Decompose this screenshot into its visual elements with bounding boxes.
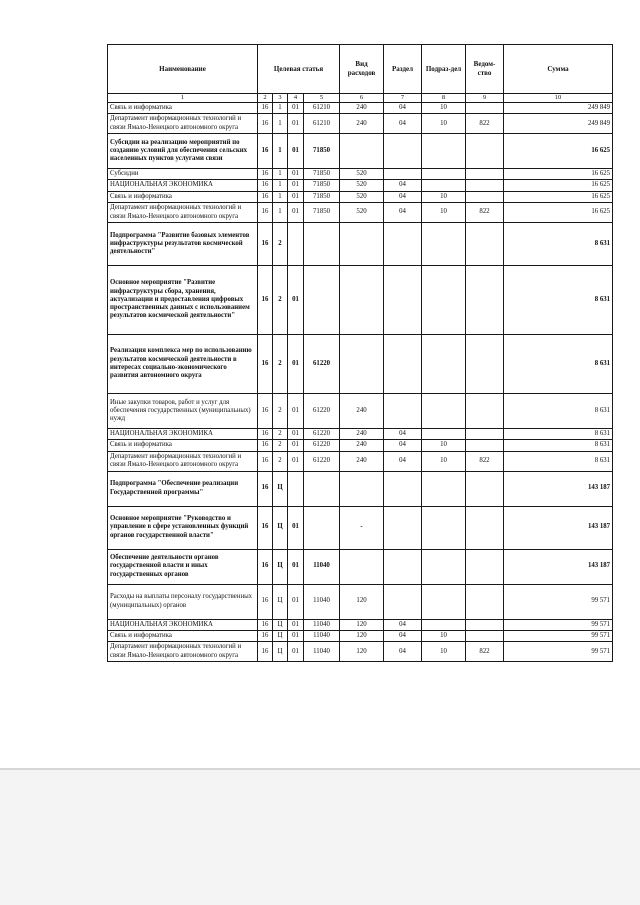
cell-section: 04 xyxy=(384,180,422,191)
cell-subprogram: 2 xyxy=(273,440,288,451)
cell-subprogram: 1 xyxy=(273,180,288,191)
cell-activity: 01 xyxy=(288,619,304,630)
column-number: 2 xyxy=(258,94,273,103)
cell-program: 16 xyxy=(258,266,273,335)
cell-expense-type xyxy=(340,549,384,584)
cell-direction: 71850 xyxy=(304,180,340,191)
cell-subsection xyxy=(422,134,466,169)
cell-direction: 61210 xyxy=(304,102,340,113)
cell-program: 16 xyxy=(258,549,273,584)
cell-subsection xyxy=(422,584,466,619)
cell-direction: 61220 xyxy=(304,394,340,429)
cell-section: 04 xyxy=(384,451,422,471)
cell-department: 822 xyxy=(466,642,504,662)
cell-activity: 01 xyxy=(288,134,304,169)
cell-subprogram: 2 xyxy=(273,429,288,440)
column-number: 5 xyxy=(304,94,340,103)
cell-direction: 61220 xyxy=(304,440,340,451)
cell-expense-type: 240 xyxy=(340,102,384,113)
cell-department: 822 xyxy=(466,451,504,471)
cell-section: 04 xyxy=(384,642,422,662)
cell-department xyxy=(466,335,504,394)
cell-activity xyxy=(288,223,304,266)
cell-subsection xyxy=(422,169,466,180)
header-target-article: Целевая статья xyxy=(258,45,340,94)
cell-section xyxy=(384,266,422,335)
cell-subprogram: 1 xyxy=(273,102,288,113)
cell-amount: 249 849 xyxy=(504,102,613,113)
cell-program: 16 xyxy=(258,114,273,134)
cell-department xyxy=(466,134,504,169)
cell-subprogram: 1 xyxy=(273,191,288,202)
cell-section xyxy=(384,506,422,549)
cell-expense-type: 520 xyxy=(340,180,384,191)
cell-direction: 11040 xyxy=(304,584,340,619)
cell-section xyxy=(384,471,422,506)
cell-subsection xyxy=(422,549,466,584)
cell-direction: 61210 xyxy=(304,114,340,134)
cell-amount: 16 625 xyxy=(504,180,613,191)
cell-direction: 11040 xyxy=(304,630,340,641)
cell-program: 16 xyxy=(258,394,273,429)
cell-direction xyxy=(304,266,340,335)
cell-direction: 71850 xyxy=(304,203,340,223)
cell-subprogram: 2 xyxy=(273,223,288,266)
cell-department xyxy=(466,630,504,641)
cell-section xyxy=(384,394,422,429)
cell-activity: 01 xyxy=(288,180,304,191)
cell-section xyxy=(384,223,422,266)
cell-subprogram: 2 xyxy=(273,394,288,429)
cell-amount: 8 631 xyxy=(504,335,613,394)
cell-program: 16 xyxy=(258,102,273,113)
cell-subsection: 10 xyxy=(422,451,466,471)
cell-activity: 01 xyxy=(288,335,304,394)
cell-subsection: 10 xyxy=(422,440,466,451)
cell-amount: 16 625 xyxy=(504,191,613,202)
cell-subprogram: Ц xyxy=(273,642,288,662)
cell-expense-type: 240 xyxy=(340,451,384,471)
cell-name: Подпрограмма "Обеспечение реализации Государственной программы" xyxy=(108,471,258,506)
cell-section: 04 xyxy=(384,102,422,113)
cell-amount: 8 631 xyxy=(504,451,613,471)
cell-department xyxy=(466,584,504,619)
table-row xyxy=(108,134,613,169)
cell-name: Департамент информационных технологий и связи Ямало-Ненецкого автономного округа xyxy=(108,203,258,223)
cell-subsection xyxy=(422,506,466,549)
cell-department xyxy=(466,180,504,191)
cell-name: Связь и информатика xyxy=(108,630,258,641)
cell-direction xyxy=(304,506,340,549)
cell-subprogram: 1 xyxy=(273,114,288,134)
cell-program: 16 xyxy=(258,506,273,549)
cell-name: Обеспечение деятельности органов государственной власти и иных государственных органов xyxy=(108,549,258,584)
cell-section: 04 xyxy=(384,114,422,134)
table-row xyxy=(108,102,613,113)
cell-subprogram: 2 xyxy=(273,451,288,471)
cell-name: Субсидии на реализацию мероприятий по созданию условий для обеспечения сельских населенных пунктов услугами связи xyxy=(108,134,258,169)
cell-name: НАЦИОНАЛЬНАЯ ЭКОНОМИКА xyxy=(108,619,258,630)
cell-amount: 8 631 xyxy=(504,440,613,451)
table-row xyxy=(108,114,613,134)
cell-direction: 61220 xyxy=(304,429,340,440)
cell-expense-type: 120 xyxy=(340,584,384,619)
cell-expense-type xyxy=(340,223,384,266)
cell-expense-type: 240 xyxy=(340,429,384,440)
cell-subprogram: Ц xyxy=(273,630,288,641)
column-number: 7 xyxy=(384,94,422,103)
cell-department xyxy=(466,619,504,630)
cell-amount: 99 571 xyxy=(504,642,613,662)
cell-section: 04 xyxy=(384,619,422,630)
cell-subprogram: Ц xyxy=(273,584,288,619)
cell-program: 16 xyxy=(258,630,273,641)
cell-subsection: 10 xyxy=(422,203,466,223)
cell-expense-type: 520 xyxy=(340,169,384,180)
cell-expense-type: 520 xyxy=(340,203,384,223)
table-row xyxy=(108,180,613,191)
cell-expense-type: 520 xyxy=(340,191,384,202)
cell-program: 16 xyxy=(258,440,273,451)
cell-subprogram: 2 xyxy=(273,266,288,335)
cell-direction: 61220 xyxy=(304,335,340,394)
cell-amount: 8 631 xyxy=(504,429,613,440)
cell-subsection xyxy=(422,429,466,440)
cell-subsection xyxy=(422,619,466,630)
table-row xyxy=(108,191,613,202)
cell-amount: 8 631 xyxy=(504,394,613,429)
cell-section xyxy=(384,169,422,180)
cell-department xyxy=(466,266,504,335)
table-row xyxy=(108,335,613,394)
cell-subsection xyxy=(422,471,466,506)
column-number: 8 xyxy=(422,94,466,103)
table-row xyxy=(108,223,613,266)
cell-subsection: 10 xyxy=(422,102,466,113)
cell-amount: 8 631 xyxy=(504,223,613,266)
cell-expense-type xyxy=(340,335,384,394)
cell-name: НАЦИОНАЛЬНАЯ ЭКОНОМИКА xyxy=(108,180,258,191)
cell-name: Основное мероприятие "Развитие инфраструктуры сбора, хранения, актуализации и предоставления цифровых пространственных данных с использованием результатов космической деятельности" xyxy=(108,266,258,335)
table-row xyxy=(108,630,613,641)
cell-name: Департамент информационных технологий и связи Ямало-Ненецкого автономного округа xyxy=(108,451,258,471)
cell-subsection: 10 xyxy=(422,191,466,202)
cell-activity: 01 xyxy=(288,642,304,662)
cell-expense-type: 240 xyxy=(340,394,384,429)
cell-amount: 143 187 xyxy=(504,549,613,584)
cell-amount: 16 625 xyxy=(504,203,613,223)
cell-subprogram: Ц xyxy=(273,549,288,584)
cell-department xyxy=(466,394,504,429)
cell-subprogram: 1 xyxy=(273,203,288,223)
cell-department xyxy=(466,191,504,202)
cell-department xyxy=(466,440,504,451)
cell-subsection: 10 xyxy=(422,114,466,134)
cell-section xyxy=(384,335,422,394)
cell-section: 04 xyxy=(384,429,422,440)
cell-section xyxy=(384,134,422,169)
table-row xyxy=(108,471,613,506)
cell-expense-type: 120 xyxy=(340,619,384,630)
cell-subsection xyxy=(422,223,466,266)
column-number: 4 xyxy=(288,94,304,103)
cell-amount: 16 625 xyxy=(504,134,613,169)
column-number: 9 xyxy=(466,94,504,103)
cell-program: 16 xyxy=(258,223,273,266)
cell-expense-type: 240 xyxy=(340,114,384,134)
table-row xyxy=(108,506,613,549)
cell-program: 16 xyxy=(258,429,273,440)
cell-expense-type: - xyxy=(340,506,384,549)
cell-department xyxy=(466,102,504,113)
table-row xyxy=(108,451,613,471)
cell-name: Подпрограмма "Развитие базовых элементов инфраструктуры результатов космической деятельности" xyxy=(108,223,258,266)
cell-subprogram: Ц xyxy=(273,619,288,630)
header-section: Раздел xyxy=(384,45,422,94)
cell-subsection: 10 xyxy=(422,630,466,641)
table-row xyxy=(108,440,613,451)
cell-expense-type: 120 xyxy=(340,642,384,662)
cell-name: Основное мероприятие "Руководство и управление в сфере установленных функций органов государственной власти" xyxy=(108,506,258,549)
cell-activity: 01 xyxy=(288,114,304,134)
header-name: Наименование xyxy=(108,45,258,94)
cell-program: 16 xyxy=(258,619,273,630)
table-body xyxy=(108,102,613,661)
cell-direction: 11040 xyxy=(304,642,340,662)
cell-program: 16 xyxy=(258,642,273,662)
table-row xyxy=(108,203,613,223)
cell-program: 16 xyxy=(258,191,273,202)
cell-expense-type xyxy=(340,266,384,335)
column-number: 3 xyxy=(273,94,288,103)
cell-department xyxy=(466,429,504,440)
table-row xyxy=(108,169,613,180)
cell-amount: 143 187 xyxy=(504,471,613,506)
cell-department xyxy=(466,169,504,180)
cell-name: Субсидии xyxy=(108,169,258,180)
cell-subsection xyxy=(422,180,466,191)
cell-section: 04 xyxy=(384,203,422,223)
header-row xyxy=(108,45,613,94)
cell-direction: 71850 xyxy=(304,134,340,169)
cell-direction: 11040 xyxy=(304,619,340,630)
table-row xyxy=(108,584,613,619)
cell-subprogram: Ц xyxy=(273,506,288,549)
cell-amount: 8 631 xyxy=(504,266,613,335)
cell-subprogram: Ц xyxy=(273,471,288,506)
cell-department xyxy=(466,223,504,266)
cell-section xyxy=(384,549,422,584)
cell-department xyxy=(466,471,504,506)
cell-expense-type xyxy=(340,134,384,169)
cell-subprogram: 1 xyxy=(273,134,288,169)
cell-name: Связь и информатика xyxy=(108,102,258,113)
cell-subsection xyxy=(422,394,466,429)
cell-direction: 71850 xyxy=(304,191,340,202)
header-amount: Сумма xyxy=(504,45,613,94)
cell-name: Связь и информатика xyxy=(108,440,258,451)
cell-amount: 16 625 xyxy=(504,169,613,180)
cell-amount: 249 849 xyxy=(504,114,613,134)
cell-name: Расходы на выплаты персоналу государственных (муниципальных) органов xyxy=(108,584,258,619)
cell-activity: 01 xyxy=(288,102,304,113)
cell-activity xyxy=(288,471,304,506)
cell-department: 822 xyxy=(466,203,504,223)
cell-activity: 01 xyxy=(288,266,304,335)
cell-subsection xyxy=(422,266,466,335)
table-row xyxy=(108,549,613,584)
cell-activity: 01 xyxy=(288,169,304,180)
cell-amount: 99 571 xyxy=(504,584,613,619)
column-number: 6 xyxy=(340,94,384,103)
cell-direction: 71850 xyxy=(304,169,340,180)
cell-section: 04 xyxy=(384,630,422,641)
cell-program: 16 xyxy=(258,584,273,619)
budget-table xyxy=(107,44,613,662)
table-row xyxy=(108,642,613,662)
cell-program: 16 xyxy=(258,180,273,191)
cell-activity: 01 xyxy=(288,203,304,223)
cell-department xyxy=(466,549,504,584)
column-numbers-row xyxy=(108,94,613,103)
cell-name: Связь и информатика xyxy=(108,191,258,202)
cell-amount: 99 571 xyxy=(504,619,613,630)
cell-name: НАЦИОНАЛЬНАЯ ЭКОНОМИКА xyxy=(108,429,258,440)
header-expense-type: Вид расходов xyxy=(340,45,384,94)
cell-name: Иные закупки товаров, работ и услуг для обеспечения государственных (муниципальных) нужд xyxy=(108,394,258,429)
cell-department: 822 xyxy=(466,114,504,134)
cell-activity: 01 xyxy=(288,549,304,584)
cell-section: 04 xyxy=(384,191,422,202)
table-row xyxy=(108,429,613,440)
table-row xyxy=(108,619,613,630)
cell-activity: 01 xyxy=(288,440,304,451)
cell-activity: 01 xyxy=(288,584,304,619)
cell-activity: 01 xyxy=(288,191,304,202)
cell-program: 16 xyxy=(258,471,273,506)
cell-name: Реализация комплекса мер по использованию результатов космической деятельности в интересах социально-экономического развития автономного округа xyxy=(108,335,258,394)
cell-program: 16 xyxy=(258,335,273,394)
cell-amount: 143 187 xyxy=(504,506,613,549)
cell-activity: 01 xyxy=(288,630,304,641)
cell-activity: 01 xyxy=(288,429,304,440)
cell-name: Департамент информационных технологий и связи Ямало-Ненецкого автономного округа xyxy=(108,642,258,662)
cell-activity: 01 xyxy=(288,394,304,429)
page-edge xyxy=(0,768,640,770)
header-subsection: Подраз-дел xyxy=(422,45,466,94)
cell-amount: 99 571 xyxy=(504,630,613,641)
cell-name: Департамент информационных технологий и связи Ямало-Ненецкого автономного округа xyxy=(108,114,258,134)
column-number: 10 xyxy=(504,94,613,103)
cell-subprogram: 2 xyxy=(273,335,288,394)
cell-direction: 11040 xyxy=(304,549,340,584)
cell-program: 16 xyxy=(258,134,273,169)
cell-subsection: 10 xyxy=(422,642,466,662)
cell-program: 16 xyxy=(258,203,273,223)
cell-direction xyxy=(304,471,340,506)
cell-subprogram: 1 xyxy=(273,169,288,180)
cell-subsection xyxy=(422,335,466,394)
cell-department xyxy=(466,506,504,549)
cell-program: 16 xyxy=(258,169,273,180)
table-row xyxy=(108,394,613,429)
cell-section: 04 xyxy=(384,440,422,451)
cell-activity: 01 xyxy=(288,451,304,471)
cell-program: 16 xyxy=(258,451,273,471)
column-number: 1 xyxy=(108,94,258,103)
cell-direction: 61220 xyxy=(304,451,340,471)
cell-activity: 01 xyxy=(288,506,304,549)
cell-section xyxy=(384,584,422,619)
cell-expense-type: 240 xyxy=(340,440,384,451)
cell-direction xyxy=(304,223,340,266)
cell-expense-type: 120 xyxy=(340,630,384,641)
cell-expense-type xyxy=(340,471,384,506)
header-department: Ведом-ство xyxy=(466,45,504,94)
table-row xyxy=(108,266,613,335)
